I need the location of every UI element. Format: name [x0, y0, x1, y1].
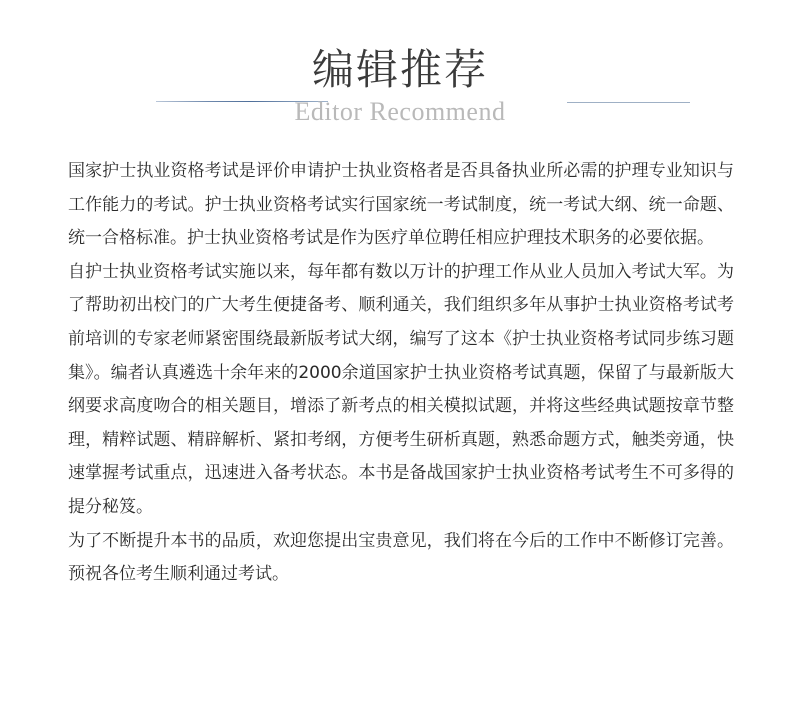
- section-title: 编辑推荐: [311, 45, 488, 94]
- section-subtitle: Editor Recommend: [294, 97, 506, 126]
- paragraph-intro: 国家护士执业资格考试是评价申请护士执业资格者是否具备执业所必需的护理专业知识与工作能力的考试。护士执业资格考试实行国家统一考试制度，统一考试大纲、统一命题、统一合格标准。护士执业资格考试是作为医疗单位聘任相应护理技术职务的必要依据。: [68, 161, 734, 249]
- recommendation-text: [68, 155, 734, 592]
- paragraph-closing: 为了不断提升本书的品质，欢迎您提出宝贵意见，我们将在今后的工作中不断修订完善。预祝各位考生顺利通过考试。: [68, 530, 734, 585]
- paragraph-book-description: 自护士执业资格考试实施以来，每年都有数以万计的护理工作从业人员加入考试大军。为了帮助初出校门的广大考生便捷备考、顺利通关，我们组织多年从事护士执业资格考试考前培训的专家老师紧密围绕最新版考试大纲，编写了这本《护士执业资格考试同步练习题集》。编者认真遴选十余年来的2000余道国家护士执业资格考试真题，保留了与最新版大纲要求高度吻合的相关题目，增添了新考点的相关模拟试题，并将这些经典试题按章节整理，精粹试题、精辟解析、紧扣考纲，方便考生研析真题，熟悉命题方式，触类旁通，快速掌握考试重点，迅速进入备考状态。本书是备战国家护士执业资格考试考生不可多得的提分秘笈。: [68, 261, 734, 517]
- section-header: [0, 0, 800, 140]
